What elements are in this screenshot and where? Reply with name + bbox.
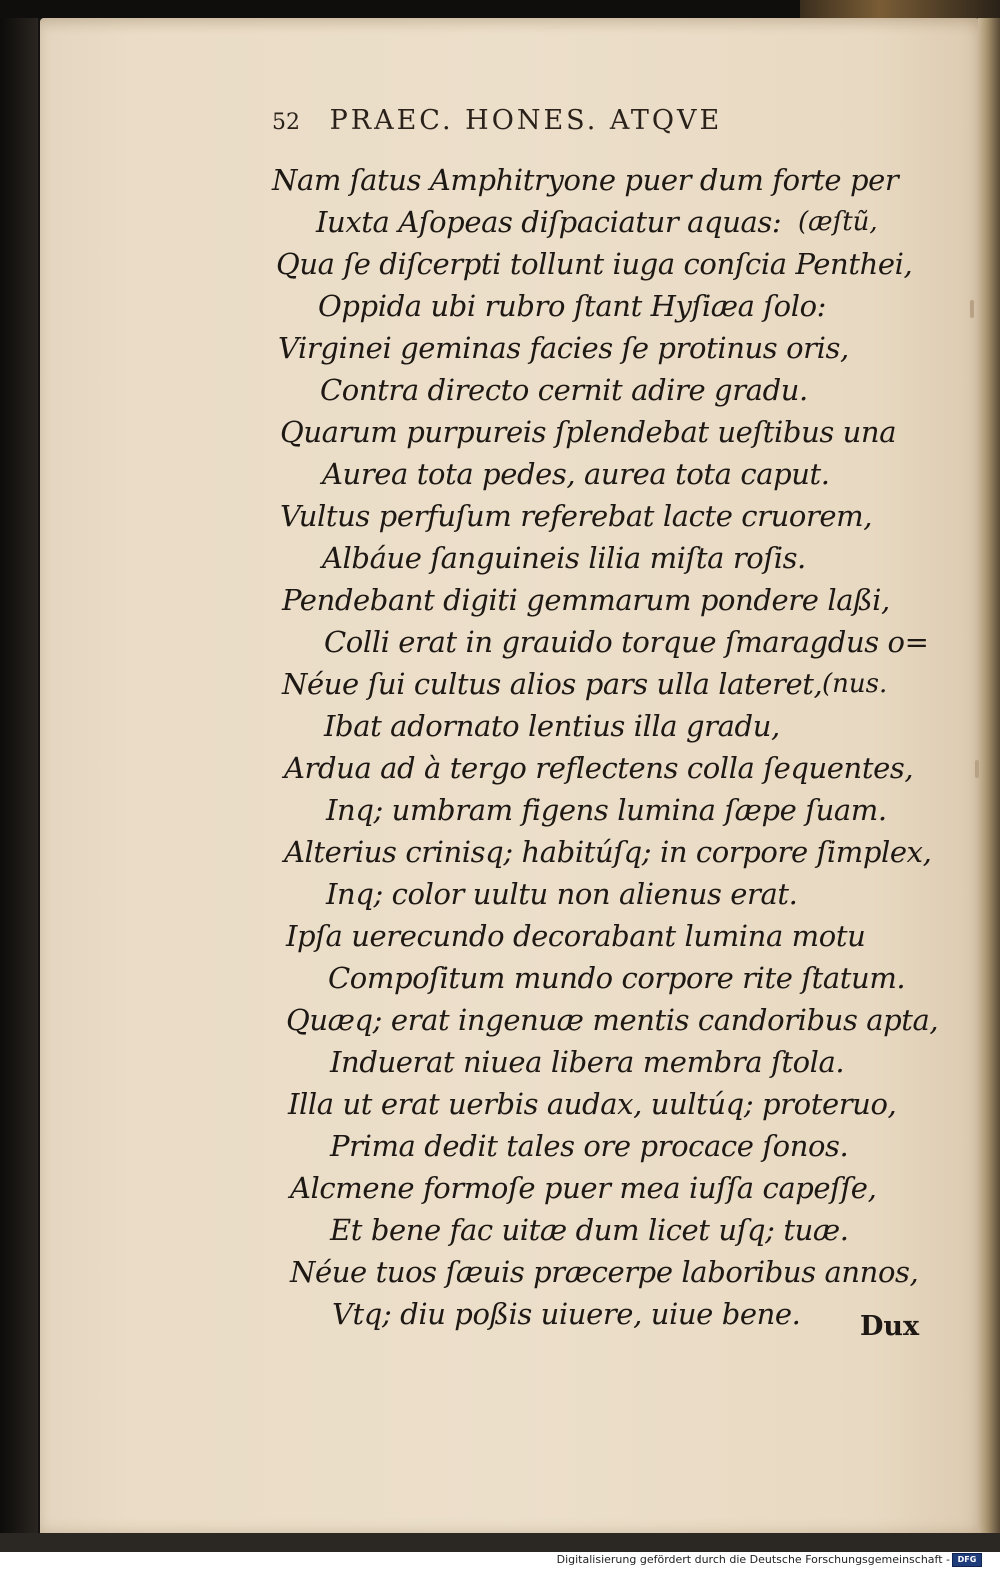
verse-line: Pendebant digiti gemmarum pondere laßi,: [282, 583, 890, 617]
page-edge: [978, 18, 1000, 1533]
book-cover-edge: [800, 0, 1000, 20]
verse-line: Vultus perfuſum referebat lacte cruorem,: [280, 499, 873, 533]
verse-line: Ipſa uerecundo decorabant lumina motu: [286, 919, 866, 953]
verse-line: Virginei geminas facies ſe protinus oris,: [278, 331, 849, 365]
verse-line: Ardua ad à tergo reflectens colla ſequentes,: [284, 751, 914, 785]
verse-line: Colli erat in grauido torque ſmaragdus o=: [324, 625, 929, 659]
verse-line: Alterius crinisq; habitúſq; in corpore ſimplex,: [284, 835, 932, 869]
verse-line: Nam ſatus Amphitryone puer dum forte per: [272, 163, 899, 197]
page-number: 52: [272, 110, 300, 135]
verse-line: Néue ſui cultus alios pars ulla lateret,: [282, 667, 823, 701]
book-gutter-shadow: [0, 0, 38, 1560]
verse-line: Illa ut erat uerbis audax, uultúq; proteruo,: [288, 1087, 897, 1121]
verse-line: Oppida ubi rubro ſtant Hyſiæa ſolo:: [318, 289, 827, 323]
verse-line: Albáue ſanguineis lilia miſta roſis.: [322, 541, 806, 575]
catchword: Dux: [860, 1311, 920, 1342]
verse-line: Inq; umbram figens lumina ſæpe ſuam.: [326, 793, 887, 827]
verse-line: Quarum purpureis ſplendebat ueſtibus una: [280, 415, 897, 449]
paper-mark: [970, 300, 974, 318]
verse-line: Compoſitum mundo corpore rite ſtatum.: [328, 961, 906, 995]
verse-line: Induerat niuea libera membra ſtola.: [330, 1045, 845, 1079]
turnover-text: (nus.: [822, 669, 888, 699]
verse-line: Vtq; diu poßis uiuere, uiue bene.: [332, 1297, 801, 1331]
funding-credit: Digitalisierung gefördert durch die Deutsche Forschungsgemeinschaft -: [556, 1553, 950, 1566]
verse-line: Quæq; erat ingenuæ mentis candoribus apta,: [286, 1003, 939, 1037]
dfg-logo: DFG: [952, 1553, 982, 1567]
verse-line: Contra directo cernit adire gradu.: [320, 373, 808, 407]
verse-line: Ibat adornato lentius illa gradu,: [324, 709, 780, 743]
verse-line: Alcmene formoſe puer mea iuſſa capeſſe,: [290, 1171, 877, 1205]
verse-line: Qua ſe diſcerpti tollunt iuga conſcia Penthei,: [276, 247, 913, 281]
verse-line: Aurea tota pedes, aurea tota caput.: [322, 457, 830, 491]
verse-line: Prima dedit tales ore procace ſonos.: [330, 1129, 849, 1163]
paper-mark: [975, 760, 979, 778]
turnover-text: (æſtũ,: [798, 207, 878, 237]
verse-line: Néue tuos ſæuis præcerpe laboribus annos,: [290, 1255, 919, 1289]
verse-line: Et bene fac uitæ dum licet uſq; tuæ.: [330, 1213, 849, 1247]
verse-line: Iuxta Aſopeas diſpaciatur aquas:: [316, 205, 782, 239]
running-head: PRAEC. HONES. ATQVE: [329, 105, 723, 136]
verse-line: Inq; color uultu non alienus erat.: [326, 877, 798, 911]
page-header: [272, 105, 872, 145]
